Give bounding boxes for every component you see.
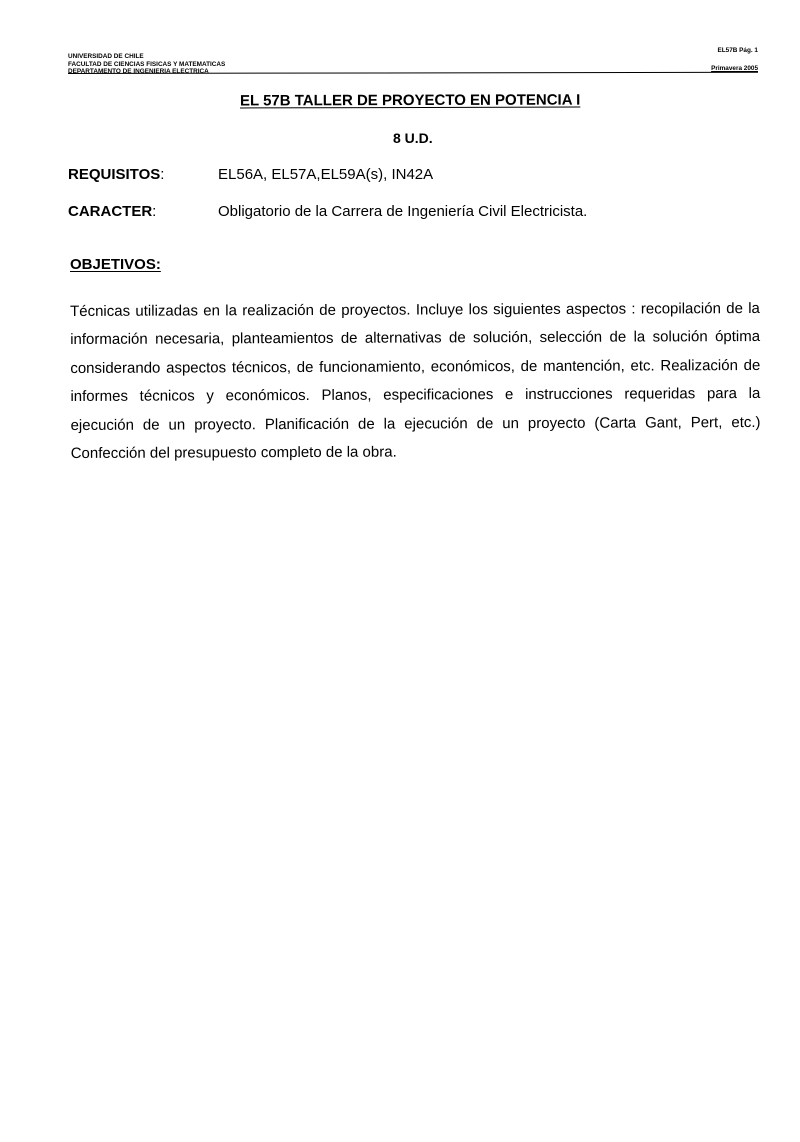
paragraph-word: funcionamiento, [319,358,426,376]
paragraph-line [70,380,760,411]
caracter-colon: : [152,203,157,220]
course-units: 8 U.D. [393,130,433,146]
department-name: DEPARTAMENTO DE INGENIERIA ELECTRICA [68,68,209,76]
paragraph-word: Planos, [321,386,372,405]
paragraph-word: óptima [715,328,761,346]
paragraph-word: la [633,328,646,346]
paragraph-line [70,352,760,383]
caracter-label-text: CARACTER [68,203,153,220]
paragraph-word: planteamientos [231,330,334,348]
paragraph-word: Técnicas [70,302,131,320]
requisitos-label [68,166,164,183]
paragraph-word: y [206,387,214,405]
paragraph-word: los [468,301,488,319]
paragraph-word: alternativas [364,329,442,348]
paragraph-word: de [609,328,627,347]
paragraph-word: económicos. [225,387,310,405]
paragraph-word: de [448,329,466,347]
paragraph-word: Realización [660,356,738,375]
paragraph-word: la [383,415,396,433]
paragraph-word: etc. [630,357,655,375]
paragraph-word: realización [242,301,315,320]
paragraph-word: solución [652,328,708,346]
paragraph-word: un [502,414,519,432]
paragraph-word: la [748,385,761,403]
paragraph-word: etc.) [731,413,761,431]
paragraph-word: en [203,302,220,320]
page-reference-header [711,47,758,72]
paragraph-word: de [319,301,337,319]
paragraph-word: recopilación [640,300,721,318]
university-name: UNIVERSIDAD DE CHILE [68,53,144,60]
header-divider [68,72,758,74]
paragraph-word: proyecto. [194,415,256,434]
paragraph-word: información [70,331,148,349]
caracter-value: Obligatorio de la Carrera de Ingeniería Civil Electricista. [218,203,588,220]
paragraph-word: aspectos [166,359,227,377]
objetivos-heading: OBJETIVOS: [70,256,161,273]
requisitos-value: EL56A, EL57A,EL59A(s), IN42A [218,166,434,183]
paragraph-word: instrucciones [525,385,613,404]
paragraph-word: e [504,386,514,404]
paragraph-word: para [706,385,737,403]
paragraph-word: aspectos [565,300,627,318]
paragraph-word: de [520,357,538,375]
paragraph-word: un [168,416,186,434]
requisitos-colon: : [160,166,165,183]
paragraph-word: utilizadas [135,302,198,320]
paragraph-word: económicos, [430,357,515,376]
paragraph-word: de [743,356,761,374]
paragraph-word: (Carta [594,414,637,432]
paragraph-line [70,409,760,440]
page-reference: EL57B Pág. 1 [717,47,758,54]
paragraph-word: solución, [472,329,533,347]
paragraph-word: de [296,358,314,376]
paragraph-line [70,295,760,326]
paragraph-word: especificaciones [383,386,494,404]
paragraph-word: de [340,330,358,348]
paragraph-word: mantención, [543,357,625,375]
paragraph-word: ejecución [404,414,468,433]
paragraph-word: ejecución [70,416,134,434]
paragraph-word: de [726,300,743,318]
paragraph-line [70,323,760,354]
paragraph-word: Planificación [264,415,350,433]
paragraph-word: considerando [70,359,161,377]
faculty-name: FACULTAD DE CIENCIAS FISICAS Y MATEMATICAS [68,60,226,68]
paragraph-word: necesaria, [155,330,225,349]
paragraph-word: la [225,302,237,320]
paragraph-word: Gant, [645,413,682,432]
objetivos-paragraph [70,295,761,468]
paragraph-word: proyecto [527,414,586,432]
paragraph-word: técnicos [139,387,195,405]
semester-label: Primavera 2005 [711,65,758,72]
caracter-label [68,203,156,220]
paragraph-word: de [476,414,494,432]
course-title: EL 57B TALLER DE PROYECTO EN POTENCIA I [239,91,581,110]
requisitos-label-text: REQUISITOS [68,166,161,183]
paragraph-word: siguientes [493,300,561,319]
paragraph-word: técnicos, [231,358,292,377]
paragraph-word: : [631,300,636,318]
paragraph-word: informes [70,387,128,406]
paragraph-word: requeridas [624,385,696,403]
paragraph-word: Pert, [690,413,723,431]
paragraph-word: de [142,416,160,434]
paragraph-line: Confección del presupuesto completo de la obra. [70,443,397,462]
paragraph-word: selección [539,329,603,347]
paragraph-word: proyectos. [341,301,411,319]
paragraph-word: de [357,415,375,433]
paragraph-word: Incluye [415,301,464,319]
paragraph-word: la [748,299,760,318]
